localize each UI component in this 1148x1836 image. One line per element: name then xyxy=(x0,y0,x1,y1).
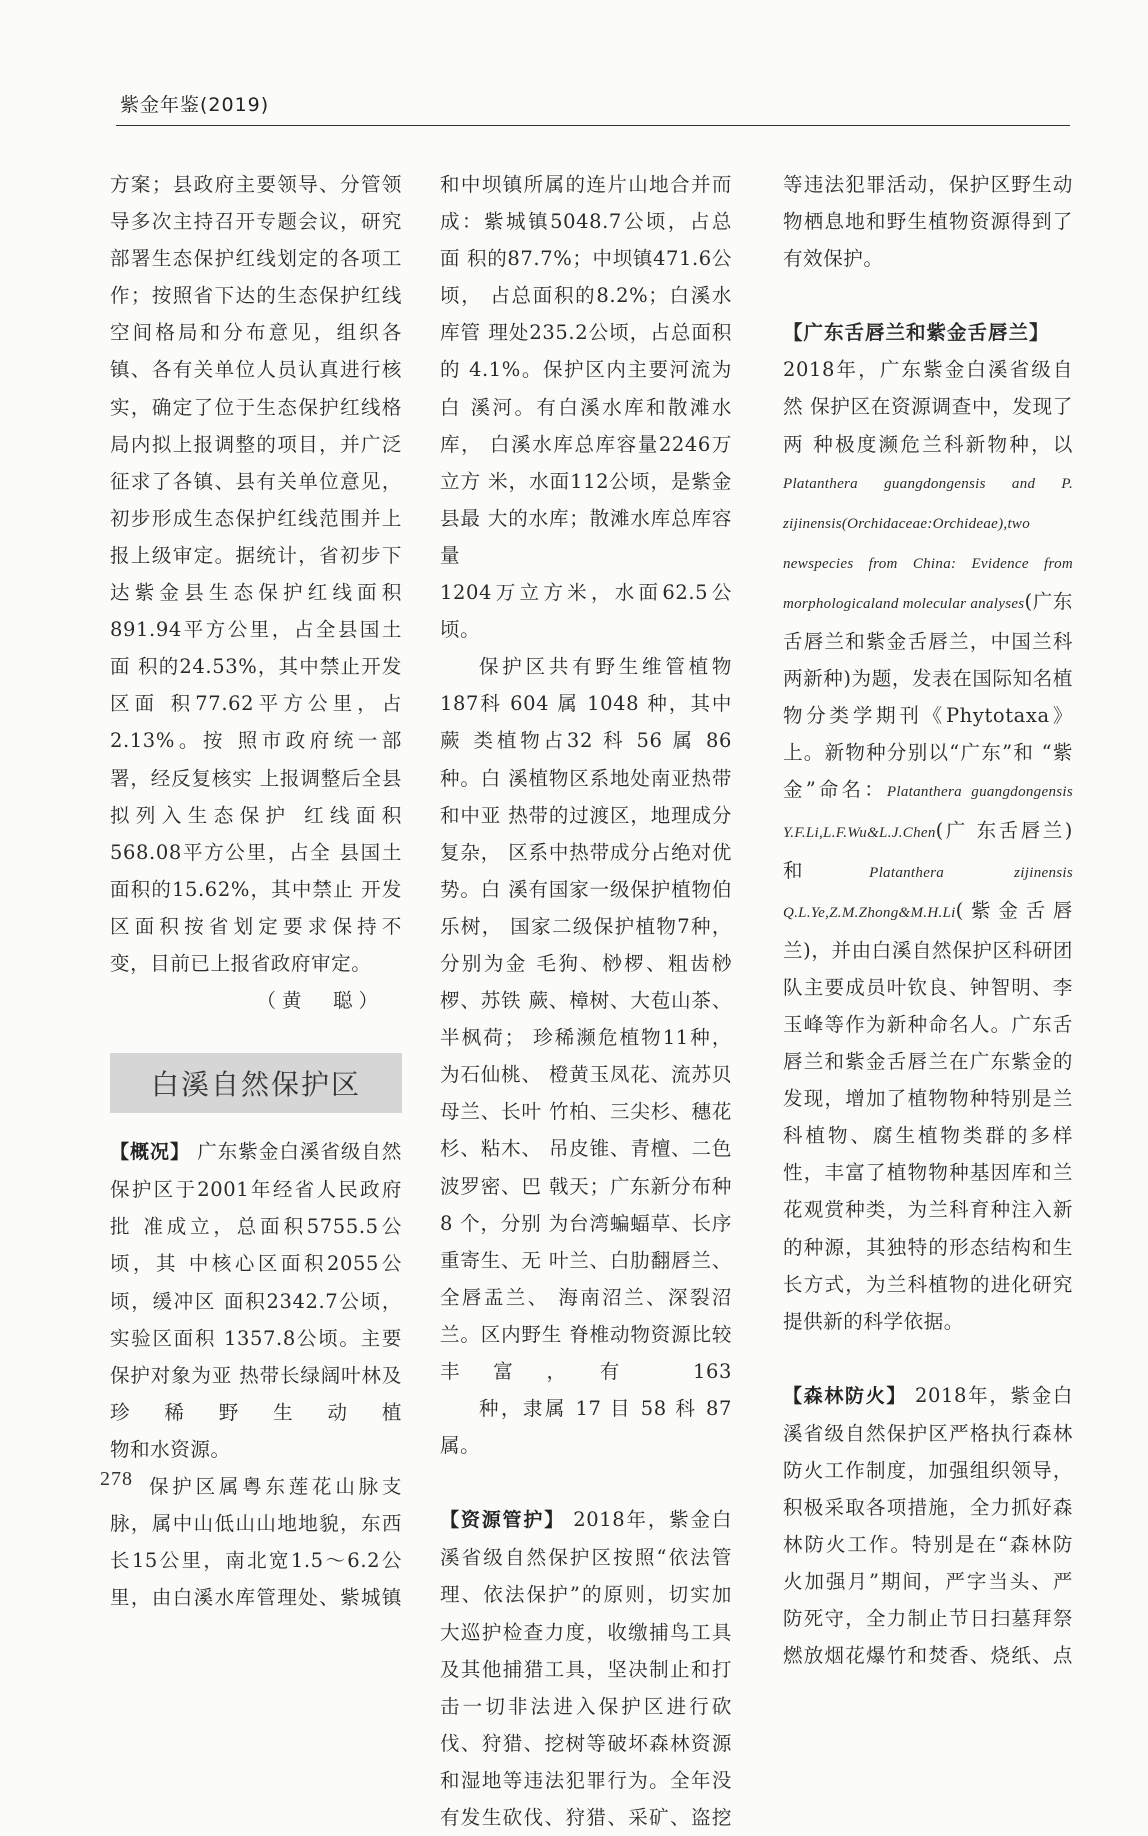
orchid-paragraph xyxy=(783,351,1073,1339)
text-line: 物分类学期刊《Phytotaxa》 xyxy=(783,704,1073,728)
text-line: 林防火工作。特别是在“森林防 xyxy=(783,1533,1073,1557)
latin-text: morphologicaland molecular analyses xyxy=(783,595,1025,612)
text-line: 广东紫金白溪省级自然 xyxy=(197,1140,402,1164)
latin-text: Q.L.Ye,Z.M.Zhong&M.H.Li xyxy=(783,904,956,921)
text-line: 达紫金县生态保护红线面积 xyxy=(110,581,402,605)
text-line: 国家二级保护植物7种，分别为金 xyxy=(440,914,732,975)
text-line xyxy=(783,899,1073,922)
text-line: 热带长绿阔叶林及珍稀野生动植 xyxy=(110,1363,402,1424)
text-line: 1357.8公顷。主要保护对象为亚 xyxy=(110,1326,402,1387)
text-line: 兰)，并由白溪自然保护区科研团 xyxy=(783,938,1073,962)
text-line: 保护区于2001年经省人民政府批 xyxy=(110,1178,402,1239)
text-line: 提供新的科学依据。 xyxy=(783,1309,964,1333)
resource-paragraph xyxy=(440,1501,732,1836)
text-line: 大巡护检查力度，收缴捕鸟工具 xyxy=(440,1620,732,1644)
text-fragment: 东舌唇兰)和 xyxy=(783,818,1073,882)
text-line: 理、依法保护”的原则，切实加 xyxy=(440,1583,732,1607)
section-heading: 【概况】 xyxy=(110,1141,191,1164)
text-line: 防死守，全力制止节日扫墓拜祭 xyxy=(783,1607,1073,1631)
text-line: 为台湾蝙蝠草、长序重寄生、无 xyxy=(440,1211,732,1272)
text-line: 物和水资源。 xyxy=(110,1437,231,1461)
text-line: 积的87.7%；中坝镇471.6公顷， xyxy=(440,247,732,308)
flora-paragraph xyxy=(440,648,732,1464)
text-line: 叶兰、白肋翻唇兰、全唇盂兰、 xyxy=(440,1248,732,1309)
geography-continued-paragraph xyxy=(440,166,732,648)
text-line: 两新种)为题，发表在国际知名植 xyxy=(783,667,1073,691)
text-line: 镇、各有关单位人员认真进行核 xyxy=(110,358,402,382)
text-line: 891.94平方公里，占全县国土面 xyxy=(110,618,402,679)
text-line: 2018年，紫金白 xyxy=(915,1383,1073,1407)
text-fragment: (广 xyxy=(935,818,968,842)
text-line: 变，目前已上报省政府审定。 xyxy=(110,951,372,975)
text-line: 溪省级自然保护区严格执行森林 xyxy=(783,1421,1073,1445)
text-line: 理处235.2公顷，占总面积的 xyxy=(440,321,732,382)
text-line: 有发生砍伐、狩猎、采矿、盗挖 xyxy=(440,1806,732,1830)
text-line: 的种源，其独特的形态结构和生 xyxy=(783,1235,1073,1259)
text-line: 和中坝镇所属的连片山地合并而 xyxy=(440,173,732,196)
text-line: 局内拟上报调整的项目，并广泛 xyxy=(110,432,402,456)
text-line: 脊椎动物资源比较丰富，有 163 xyxy=(440,1322,732,1383)
text-line: 方案；县政府主要领导、分管领 xyxy=(110,173,402,196)
text-line: 作；按照省下达的生态保护红线 xyxy=(110,284,402,308)
text-line: 里，由白溪水库管理处、紫城镇 xyxy=(110,1586,402,1610)
text-line: 发现，增加了植物物种特别是兰 xyxy=(783,1087,1073,1111)
text-line: 蕨、樟树、大苞山茶、半枫荷； xyxy=(440,989,732,1050)
text-line: 大的水库；散滩水库总库容量 xyxy=(440,506,732,567)
text-line: 防火工作制度，加强组织领导， xyxy=(783,1459,1073,1482)
overview-paragraph xyxy=(110,1133,402,1468)
text-line: 导多次主持召开专题会议，研究 xyxy=(110,210,402,234)
text-line: 舌唇兰和紫金舌唇兰，中国兰科 xyxy=(783,630,1073,654)
intro-paragraph xyxy=(110,166,402,982)
text-line xyxy=(783,590,1073,613)
text-line: 区系中热带成分占绝对优势。白 xyxy=(440,840,732,901)
text-line: 空间格局和分布意见，组织各 xyxy=(110,321,402,345)
text-fragment: (广东 xyxy=(1024,589,1073,613)
text-line: 白溪水库总库容量2246万立方 xyxy=(440,432,732,493)
text-line: 成：紫城镇5048.7公顷，占总面 xyxy=(440,210,732,271)
header-rule xyxy=(116,125,1070,126)
text-line: 脉，属中山低山山地地貌，东西 xyxy=(110,1512,402,1536)
text-line: 米，水面112公顷，是紫金县最 xyxy=(440,469,732,530)
text-line: 溪有国家一级保护植物伯乐树， xyxy=(440,877,732,938)
text-line: 性，丰富了植物物种基因库和兰 xyxy=(783,1161,1073,1185)
text-line: 上报调整后全县拟列入生态保护 xyxy=(110,766,402,827)
text-line: 长15公里，南北宽1.5～6.2公 xyxy=(110,1549,402,1573)
section-banner: 白溪自然保护区 xyxy=(110,1053,402,1113)
text-line: 积77.62平方公里，占2.13%。按 xyxy=(110,692,402,753)
text-line: 保护区属粤东莲花山脉支 xyxy=(149,1475,402,1498)
latin-text: zijinensis(Orchidaceae:Orchideae),two xyxy=(783,515,1031,532)
text-line: 花观赏种类，为兰科育种注入新 xyxy=(783,1198,1073,1222)
text-line: 部署生态保护红线划定的各项工 xyxy=(110,247,402,271)
text-line: 热带的过渡区，地理成分复杂， xyxy=(440,803,732,864)
text-line: 有效保护。 xyxy=(783,247,884,271)
text-line: 种，隶属 17 目 58 科 87 属。 xyxy=(440,1397,732,1458)
text-line: 科植物、腐生植物类群的多样 xyxy=(783,1124,1073,1148)
resource-continued-paragraph xyxy=(783,166,1073,277)
latin-text: guangdongensis Y.F.Li,L.F.Wu&L.J.Chen xyxy=(783,784,1073,841)
text-line: 伐、狩猎、挖树等破坏森林资源 xyxy=(440,1731,732,1755)
text-line: 红线面积568.08平方公里，占全 xyxy=(110,803,402,864)
text-line: 准成立，总面积5755.5公顷，其 xyxy=(110,1215,402,1276)
text-fragment: “紫金”命名： xyxy=(783,741,1073,802)
text-line: 征求了各镇、县有关单位意见， xyxy=(110,469,402,493)
text-line: 保护区共有野生维管植物 xyxy=(479,655,732,679)
text-line: 海南沼兰、深裂沼兰。区内野生 xyxy=(440,1285,732,1346)
text-line: 玉峰等作为新种命名人。广东舌 xyxy=(783,1012,1073,1036)
latin-text: Platanthera guangdongensis and P. xyxy=(783,475,1073,492)
geography-paragraph xyxy=(110,1468,402,1616)
right-column xyxy=(783,166,1073,1675)
text-line: 溪省级自然保护区按照“依法管 xyxy=(440,1546,732,1570)
text-line: 溪植物区系地处南亚热带和中亚 xyxy=(440,766,732,827)
text-line: 中核心区面积2055公顷，缓冲区 xyxy=(110,1252,402,1313)
latin-text: Platanthera xyxy=(886,784,962,801)
text-line: 燃放烟花爆竹和焚香、烧纸、点 xyxy=(783,1644,1073,1668)
text-line: 积极采取各项措施，全力抓好森 xyxy=(783,1496,1073,1520)
text-line: 开发区面积按省划定要求保持不 xyxy=(110,877,402,938)
text-line: 长方式，为兰科植物的进化研究 xyxy=(783,1272,1073,1296)
author-credit: （黄 聪） xyxy=(256,989,384,1013)
text-line: 珍稀濒危植物11种，为石仙桃、 xyxy=(440,1026,732,1087)
text-line: 积的24.53%，其中禁止开发区面 xyxy=(110,655,402,716)
text-line: 1204万立方米，水面62.5公顷。 xyxy=(440,581,732,642)
text-line: 县国土面积的15.62%，其中禁止 xyxy=(110,840,402,901)
text-line: 物栖息地和野生植物资源得到了 xyxy=(783,210,1073,234)
text-line: 187科 604 属 1048 种，其中蕨 xyxy=(440,692,732,753)
text-line: 竹柏、三尖杉、穗花杉、粘木、 xyxy=(440,1100,732,1161)
text-line: 击一切非法进入保护区进行砍 xyxy=(440,1694,732,1718)
text-line: 吊皮锥、青檀、二色波罗密、巴 xyxy=(440,1137,732,1198)
text-line: 溪河。有白溪水库和散滩水库， xyxy=(440,395,732,456)
latin-text: Platanthera zijinensis xyxy=(869,864,1073,881)
text-line: 毛狗、桫椤、粗齿桫椤、苏铁 xyxy=(440,951,732,1013)
text-line: 4.1%。保护区内主要河流为白 xyxy=(440,358,732,419)
text-line: 火加强月”期间，严字当头、严 xyxy=(783,1570,1073,1594)
text-fragment: (紫金舌唇 xyxy=(955,898,1073,922)
text-line: 上。新物种分别以“广东”和 xyxy=(783,741,1035,765)
left-column xyxy=(110,166,402,1616)
text-line: 实，确定了位于生态保护红线格 xyxy=(110,395,402,419)
text-line: 和湿地等违法犯罪行为。全年没 xyxy=(440,1768,732,1792)
section-heading: 【广东舌唇兰和紫金舌唇兰】 xyxy=(783,321,1050,345)
text-line: 橙黄玉凤花、流苏贝母兰、长叶 xyxy=(440,1063,732,1124)
text-line: 初步形成生态保护红线范围并上 xyxy=(110,506,402,530)
text-line: 报上级审定。据统计，省初步下 xyxy=(110,543,402,567)
page-number: 278 xyxy=(100,1468,133,1490)
middle-column xyxy=(440,166,732,1836)
text-line: 等违法犯罪活动，保护区野生动 xyxy=(783,173,1073,196)
text-line: 队主要成员叶钦良、钟智明、李 xyxy=(783,975,1073,999)
text-line: 戟天；广东新分布种 8 个，分别 xyxy=(440,1174,732,1235)
text-line: 2018年，紫金白 xyxy=(573,1508,732,1532)
text-line: 面积2342.7公顷，实验区面积 xyxy=(110,1289,402,1350)
fire-paragraph xyxy=(783,1377,1073,1675)
latin-text: newspecies from China: Evidence from xyxy=(783,555,1073,572)
section-heading: 【资源管护】 xyxy=(440,1509,566,1532)
running-title: 紫金年鉴(2019) xyxy=(120,94,270,116)
text-line: 类植物占32 科 56 属 86种。白 xyxy=(440,729,732,790)
section-heading: 【森林防火】 xyxy=(783,1384,908,1407)
text-line: 2018年，广东紫金白溪省级自然 xyxy=(783,358,1073,419)
text-line: 占总面积的8.2%；白溪水库管 xyxy=(440,284,732,345)
text-line: 唇兰和紫金舌唇兰在广东紫金的 xyxy=(783,1050,1073,1074)
text-line: 保护区在资源调查中，发现了两 xyxy=(783,395,1073,456)
text-line: 及其他捕猎工具，坚决制止和打 xyxy=(440,1657,732,1681)
text-line: 种极度濒危兰科新物种，以 xyxy=(813,432,1073,456)
text-line: 照市政府统一部署，经反复核实 xyxy=(110,729,402,790)
